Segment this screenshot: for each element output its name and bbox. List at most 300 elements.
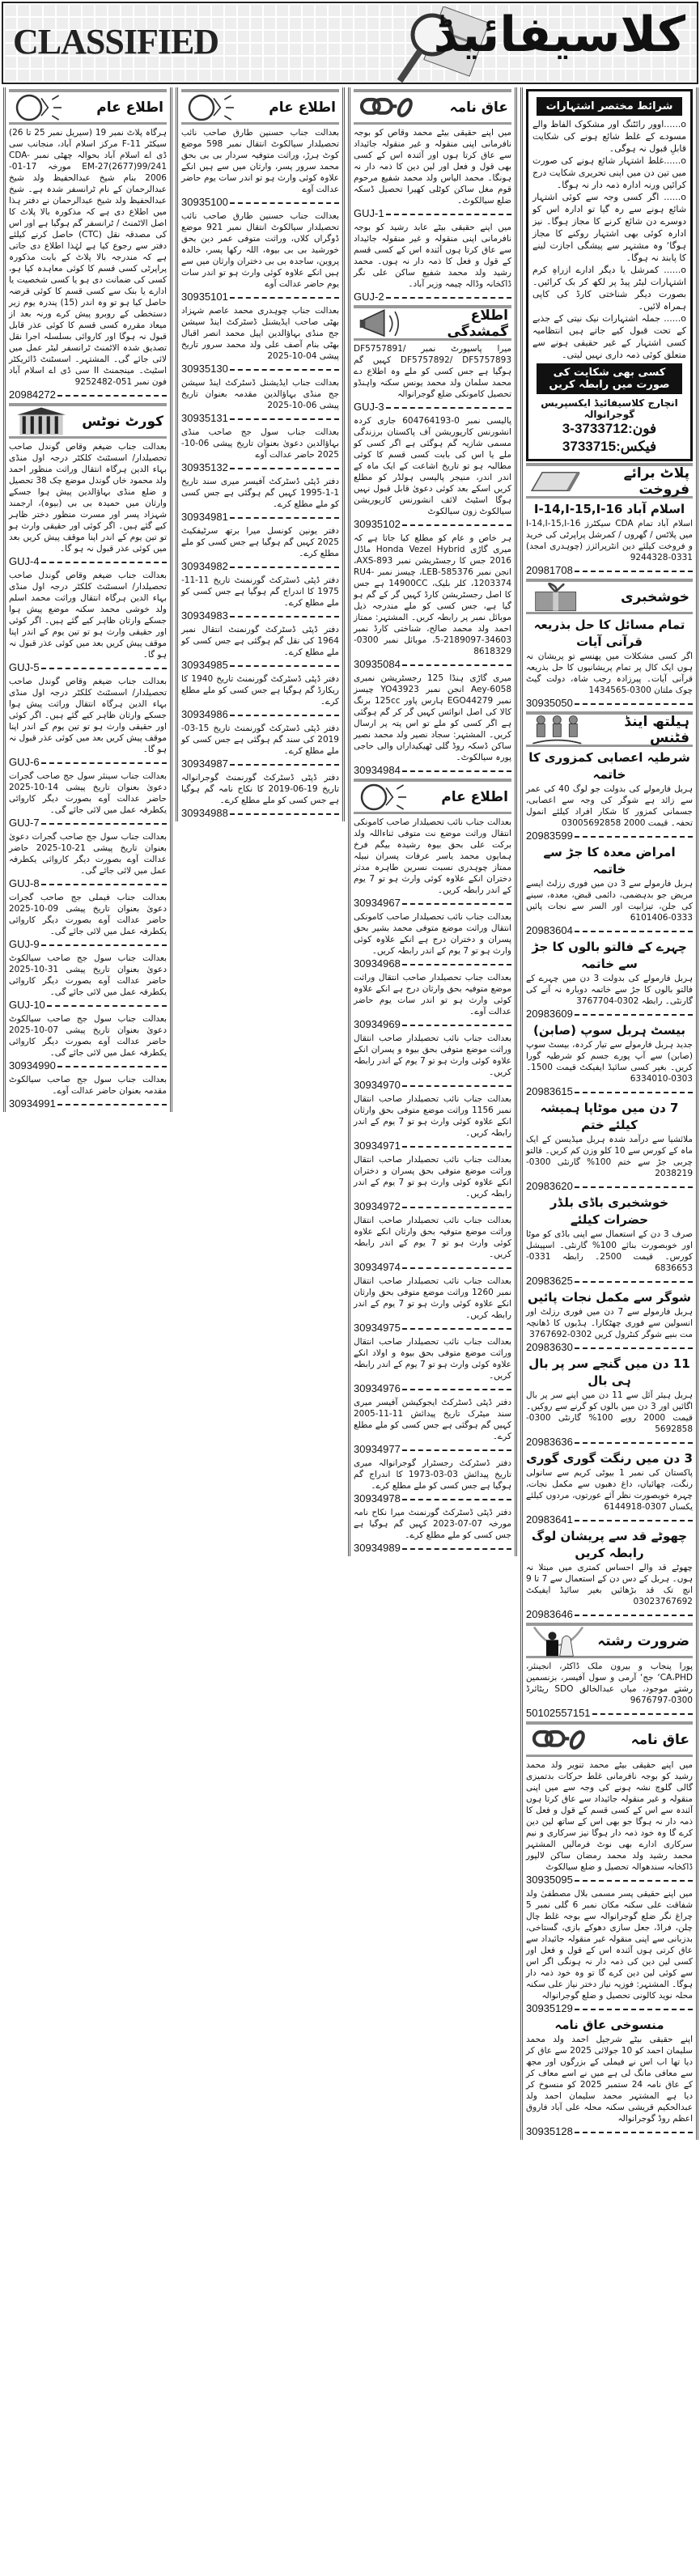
dashed-separator: [575, 1085, 693, 1093]
dashed-separator: [230, 807, 339, 815]
ad-headline: بیسٹ ہربل سوپ (صابن): [533, 1023, 685, 1038]
ad-reference: [9, 756, 167, 768]
ad-reference: [354, 1492, 511, 1504]
ad-reference: [526, 1085, 693, 1097]
ad-reference-number: GUJ-6: [9, 756, 40, 768]
phone-number: فون:3733712-3: [562, 421, 657, 436]
terms-item: o......اوور رائٹنگ اور مشکوک الفاظ والے مسودے کے غلط شائع ہونے کی شکایت قابلِ قبول نہ ہوگی۔: [532, 119, 686, 154]
ad-headline: 7 دن میں موٹاپا ہمیشہ کیلئے ختم: [540, 1101, 679, 1132]
ad-body: میں اپنے حقیقی بیٹے عابد رشید کو بوجہ نافرمانی اپنی منقولہ و غیر منقولہ جائیداد سے عاق کرتا ہوں آئندہ اس کے کسی قسم کے قول و فعل کا ذمہ دار نہ ہوں۔ محمد رشید ولد محمد شفیع ساکن علی نگر ڈاکخانہ وڈالہ چیمہ وزیر آباد۔: [354, 223, 511, 289]
ad-reference-number: 30934989: [354, 1542, 401, 1554]
ad-body: بعدالت جناب سینئر سول جج صاحب گجرات دعویٰ بعنوان تاریخ پیشی 14-10-2025 حاضر عدالت آوے بصورت دیگر کاروائی یکطرفہ عمل میں لائی جائے گی۔: [9, 771, 167, 815]
dashed-separator: [47, 999, 167, 1007]
classified-ad: [354, 673, 511, 776]
ad-reference-number: GUJ-1: [354, 207, 384, 219]
dashed-separator: [230, 461, 339, 469]
classified-ad: [526, 939, 693, 1020]
ad-reference: [181, 461, 339, 473]
dashed-separator: [575, 1874, 693, 1882]
dashed-separator: [230, 363, 339, 371]
ad-reference: [354, 518, 511, 530]
classified-ad: [354, 343, 511, 413]
ad-body: بعدالت جناب چوہدری محمد عاصم شہزاد بھٹی صاحب ایڈیشنل ڈسٹرکٹ اینڈ سیشن جج منڈی بہاؤالدین اپیل محمد انصر اقبال بھٹی بنام آصف علی ولد محمد سرور تاریخ پیشی 04-10-2025: [181, 306, 339, 361]
dashed-separator: [230, 511, 339, 519]
ad-reference: [526, 1180, 693, 1192]
ad-body: بعدالت جناب سول جج صاحب گجرات دعویٰ بعنوان تاریخ پیشی 21-10-2025 حاضر عدالت آوے بصورت دیگر کاروائی یکطرفہ عمل میں لائی جائے گی۔: [9, 832, 167, 876]
ad-body: جدید ہربل فارمولے سے تیار کردہ، بیسٹ سوپ (صابن) سے آپ پورے جسم کو شرطیہ گورا کریں۔ بغیر کسی سائیڈ ایفیکٹ قیمت 1500۔ 0303-6334010: [526, 1040, 693, 1084]
dashed-separator: [230, 291, 339, 299]
dashed-separator: [402, 1079, 511, 1087]
ad-reference-number: 30934977: [354, 1443, 401, 1455]
ad-reference-number: 30934981: [181, 511, 228, 523]
ad-body: دفتر ڈپٹی ڈسٹرکٹ ایجوکیشن آفیسر میری سند میٹرک تاریخ پیدائش 11-11-2005 کہیں گم ہوگئی ہے جس کسی کو ملے مطلع کرے۔: [354, 1398, 511, 1441]
ad-reference-number: GUJ-9: [9, 938, 40, 950]
ad-reference: [9, 555, 167, 567]
ad-reference-number: 30934982: [181, 560, 228, 572]
terms-item: o......غلط اشتہار شائع ہونے کی صورت میں تین دن میں اپنی تحریری شکایت درج کرائیں ورنہ ادارہ ذمہ دار نہ ہوگا۔: [532, 155, 686, 190]
classified-ad: [526, 844, 693, 936]
chain-icon: [529, 1724, 588, 1756]
ad-reference-number: GUJ-7: [9, 817, 40, 829]
ad-body: بعدالت جناب سول جج صاحب سیالکوٹ مقدمہ بعنوان حاضر عدالت آوے۔: [9, 1075, 167, 1096]
classified-ad: [9, 1013, 167, 1072]
ad-reference-number: 30934968: [354, 957, 401, 970]
ad-headline: شرطیہ اعصابی کمزوری کا خاتمہ: [528, 750, 690, 782]
ad-reference-number: 20983646: [526, 1608, 573, 1620]
ad-reference: [9, 1097, 167, 1110]
title-urdu: کلاسیفائیڈ: [433, 6, 685, 63]
ad-reference: [526, 2125, 693, 2137]
section-header: [354, 89, 511, 125]
terms-box: [526, 89, 693, 461]
dashed-separator: [575, 1608, 693, 1616]
classified-ad: [354, 817, 511, 909]
ad-reference: [526, 697, 693, 709]
classified-ad: [354, 222, 511, 303]
classified-ad: [181, 377, 339, 424]
classified-ad: [181, 575, 339, 622]
dashed-separator: [386, 401, 511, 409]
classified-ad: [181, 427, 339, 473]
section-header: [526, 711, 693, 747]
ad-reference-number: 30934975: [354, 1322, 401, 1334]
classified-ad: [354, 1336, 511, 1394]
ad-reference-number: 50102557151: [526, 1707, 591, 1719]
classified-ad: [354, 1275, 511, 1334]
title-english: CLASSIFIED: [13, 22, 219, 62]
classified-ad: [181, 127, 339, 208]
ad-reference-number: 30935128: [526, 2125, 573, 2137]
classified-ad: [354, 1215, 511, 1273]
ad-reference: [354, 1200, 511, 1212]
section-header: [181, 89, 339, 125]
ad-reference-number: 30934986: [181, 708, 228, 720]
dashed-separator: [575, 1436, 693, 1444]
dashed-separator: [402, 1261, 511, 1269]
ad-body: بعدالت جناب نائب تحصیلدار صاحب انتقال نمبر 1260 وراثت موضع متوفی بحق وارثان انکے علاوہ کوئی وارث ہو تو 7 یوم کے اندر رابطہ کریں۔: [354, 1276, 512, 1320]
dashed-separator: [230, 708, 339, 716]
dashed-separator: [575, 830, 693, 838]
ad-reference: [181, 758, 339, 770]
section-title: ہیلتھ اینڈ فٹنس: [624, 714, 689, 746]
classified-ad: [181, 525, 339, 572]
section-header: [354, 779, 511, 814]
ad-reference: [354, 401, 511, 413]
classified-ad: [9, 127, 167, 401]
ad-reference-number: 30934967: [354, 897, 401, 909]
dashed-separator: [592, 1707, 693, 1715]
ad-reference: [181, 363, 339, 375]
ad-reference: [354, 897, 511, 909]
ad-body: بعدالت جناب سول جج صاحب سیالکوٹ دعویٰ بعنوان تاریخ پیشی 31-10-2025 حاضر عدالت آوے بصورت دیگر کاروائی یکطرفہ عمل میں لائی جائے گی۔: [9, 953, 167, 997]
ad-body: بعدالت جناب نائب تحصیلدار صاحب انتقال وراثت موضع متوفیہ بحق وارثان انکے علاوہ کوئی وارث ہو تو 7 یوم کے اندر رابطہ کریں۔: [354, 1216, 511, 1259]
ad-body: بعدالت جناب حسنین طارق صاحب نائب تحصیلدار سیالکوٹ انتقال نمبر 921 موضع ڈوگراں کلاں، وراثت متوفی عمر دین بحق خورشید بی بی بیوہ، اللہ رکھا پسر، خالدہ پروین، ساجدہ بی بی دختران وارثان میں سے ہیں انکے علاوہ کوئی وارث ہو تو اندر سات یوم حاضر عدالت آوے: [181, 211, 340, 289]
column-3: [348, 87, 517, 1556]
ad-reference: [526, 1874, 693, 1886]
classified-ad: [9, 892, 167, 950]
ad-reference: [354, 1079, 511, 1091]
ad-body: بعدالت جناب سول جج صاحب سیالکوٹ دعویٰ بعنوان تاریخ پیشی 07-10-2025 حاضر عدالت آوے بصورت دیگر کاروائی یکطرفہ عمل میں لائی جائے گی۔: [9, 1014, 167, 1058]
ad-reference-number: GUJ-3: [354, 401, 384, 413]
ad-reference: [354, 1139, 511, 1152]
classified-ad: [526, 1289, 693, 1353]
ad-reference: [181, 511, 339, 523]
dashed-separator: [575, 2002, 693, 2010]
classified-ad: [354, 533, 511, 670]
complaint-banner: کسی بھی شکایت کی صورت میں رابطہ کریں: [537, 363, 682, 394]
section-header: [9, 403, 167, 439]
dashed-separator: [41, 661, 167, 669]
ad-body: ہربل فارمولے سے 7 دن میں فوری رزلٹ اور انسولین سے فوری چھٹکارا۔ ہڈیوں کا ڈھانچہ مت بنیے شوگر کنٹرول کریں 0302-3767692: [526, 1307, 693, 1339]
dashed-separator: [41, 756, 167, 764]
section-header: [526, 1721, 693, 1757]
ad-body: بعدالت جناب نائب تحصیلدار صاحب انتقال وراثت موضع متوفی بحق بیوہ و اولاد انکے علاوہ کوئی وارث ہو تو 7 یوم کے اندر رابطہ کریں۔: [354, 1337, 511, 1381]
ad-body: اسلام آباد تمام CDA سیکٹرز I-14,I-15,I-16 میں پلاٹس / گھروں / کمرشل پراپرٹی کی خرید و فروخت کیلئے دین انٹرپرائزز (چوہدری امجد) 0331-9244328: [526, 519, 693, 562]
classified-ad: [9, 1074, 167, 1110]
ad-reference-number: 20983620: [526, 1180, 573, 1192]
ad-reference-number: 20983625: [526, 1275, 573, 1287]
classified-ad: [354, 1397, 511, 1455]
ad-reference-number: GUJ-2: [354, 291, 384, 303]
ad-body: دفتر ڈپٹی ڈسٹرکٹ گورنمنٹ تاریخ 15-03-2019 کی سند گم ہوگئی ہے جس کسی کو ملے مطلع کرے۔: [181, 724, 339, 756]
ad-reference: [354, 658, 511, 670]
ad-body: میں اپنے حقیقی پسر مسمی بلال مصطفیٰ ولد شفاقت علی سکنہ مکان نمبر 6 گلی نمبر 5 چراغ نگر ضلع گوجرانوالہ سے بوجہ غلط چال چلن، فراڈ، جعل سازی دھوکے بازی، گستاخی، بدزبانی سے اپنی منقولہ غیر منقولہ جائیداد سے عاق کرتی ہوں آئندہ اس کے قول و فعل اور کسی لین دین کی ذمہ دار نہ ہونگی اگر اس سے کوئی لین دین کرے گا تو وہ خود ذمہ دار ہوگا۔ المشتہر: فوزیہ نیاز دختر نیاز علی سکنہ محلہ نوید کالونی تحصیل و ضلع گوجرانوالہ: [526, 1889, 693, 2001]
ad-reference: [526, 1008, 693, 1020]
ad-reference-number: 30935095: [526, 1874, 573, 1886]
classified-ad: [354, 1093, 511, 1152]
ad-reference: [354, 1382, 511, 1394]
ad-body: بعدالت جناب نائب تحصیلدار صاحب کامونکی انتقال وراثت موضع متوفی محمد بشیر بحق پسران و دختران درج ہے انکے علاوہ کوئی وارث ہو تو 7 یوم کے اندر رابطہ کریں۔: [354, 912, 511, 956]
ad-body: ہربل فارمولے کی بدولت 3 دن میں چہرے کے فالتو بالوں کا جڑ سے خاتمہ دوبارہ نہ آنے کی گارنٹی۔ رابطہ 0302-3767704: [526, 974, 694, 1006]
ad-body: بعدالت جناب نائب تحصیلدار صاحب انتقال نمبر 1156 وراثت موضع متوفی بحق وارثان انکے علاوہ کوئی وارث ہو تو 7 یوم کے اندر رابطہ کریں۔: [354, 1094, 512, 1138]
classified-ad: [354, 415, 511, 530]
dashed-separator: [402, 764, 511, 772]
dashed-separator: [402, 1542, 511, 1550]
ad-reference: [526, 1341, 693, 1353]
ad-reference-number: 20983604: [526, 924, 573, 936]
ad-reference: [9, 1059, 167, 1072]
dashed-separator: [41, 555, 167, 563]
ad-headline: چھوٹے قد سے پریشان لوگ رابطہ کریں: [531, 1529, 688, 1560]
ad-reference: [354, 291, 511, 303]
section-title: پلاٹ برائے فروخت: [623, 465, 689, 498]
column-4: [520, 87, 698, 2140]
ad-reference-number: 30935129: [526, 2002, 573, 2014]
fax-number: فیکس:3733715: [562, 439, 657, 454]
ad-body: میری گاڑی ہنڈا 125 رجسٹریشن نمبری Aey-6058 انجن نمبر YO43923 چیسز نمبر EGO44279 ہارس پاور 125cc برنگ کالا کی اصل انوائس کہیں گر کر گم ہوگئی ہے اگر کسی کو ملے تو اس پتہ پر ارسال کریں۔ المشتہر: سجاد نصیر ولد محمد نصیر ساکن ڈسکہ روڈ گلی ٹھیکیداراں والی حاجی پورہ سیالکوٹ۔: [354, 673, 512, 762]
classified-ad: [9, 570, 167, 673]
classified-ad: [526, 1195, 693, 1287]
ad-headline: اسلام آباد I-14,I-15,I-16: [533, 502, 685, 516]
dashed-separator: [402, 1492, 511, 1500]
section-title: اطلاع عام: [441, 788, 508, 805]
ad-reference-number: 30935101: [181, 291, 228, 303]
ad-reference: [354, 1542, 511, 1554]
terms-title: شرائط مختصر اشتہارات: [537, 97, 682, 116]
dashed-separator: [386, 207, 511, 215]
dashed-separator: [575, 564, 693, 572]
section-header: [526, 579, 693, 614]
ad-body: ہربل ہیئر آئل سے 11 دن میں اپنے سر پر بال اگائیں اور 3 دن میں بالوں کو گرنے سے روکیں۔ قیمت 2000 روپے 100% گارنٹی 0300-5692858: [526, 1390, 693, 1434]
section-header: [354, 305, 511, 341]
ad-reference-number: 30934991: [9, 1097, 56, 1110]
classified-ad: [9, 953, 167, 1011]
dashed-separator: [402, 1443, 511, 1451]
dashed-separator: [230, 560, 339, 568]
ad-body: میرا پاسپورٹ نمبر DF5757891/ DF5757892/ DF5757893 کہیں گم ہوگیا ہے جس کسی کو ملے وہ اطلاع دے محمد سلمان ولد محمد یونس سکنہ واہنڈو تحصیل کامونکی ضلع گوجرانوالہ: [354, 344, 511, 399]
section-title: عاق نامہ: [630, 1732, 689, 1748]
dashed-separator: [575, 1275, 693, 1283]
dashed-separator: [402, 658, 511, 666]
ad-body: ہربل فارمولے کی بدولت جو لوگ 40 کی عمر سے زائد ہے شوگر کی وجہ سے اعصابی، جسمانی کمزور کا شکار افراد کیلئے انمول تحفہ۔ قیمت 2000 03005692858: [526, 784, 693, 828]
speak-icon: [185, 91, 243, 124]
ad-reference: [354, 957, 511, 970]
ad-body: بعدالت جناب حسنین طارق صاحب نائب تحصیلدار سیالکوٹ انتقال نمبر 598 موضع کوٹ ہرڑ، وراثت متوفیہ سردار بی بی بحق محمد سرور پسر، وارثان میں سے ہیں انکے علاوہ کوئی وارث ہو تو اندر سات یوم حاضر عدالت آوے: [181, 128, 340, 194]
dashed-separator: [57, 388, 167, 397]
ad-reference: [181, 659, 339, 671]
ad-reference: [526, 564, 693, 576]
dashed-separator: [57, 1097, 167, 1106]
classified-ad: [9, 676, 167, 768]
ad-reference: [526, 924, 693, 936]
classified-ad: [181, 305, 339, 375]
ad-reference-number: 20983630: [526, 1341, 573, 1353]
ad-reference-number: 30934988: [181, 807, 228, 819]
classified-ad: [354, 972, 511, 1030]
ad-headline: تمام مسائل کا حل بذریعہ قرآنی آیات: [533, 617, 685, 649]
dashed-separator: [402, 957, 511, 965]
ad-headline: امراض معدہ کا جڑ سے خاتمہ: [543, 845, 676, 876]
ad-reference: [9, 388, 167, 401]
ad-reference-number: 30934974: [354, 1261, 401, 1273]
classified-ad: [354, 1507, 511, 1554]
ad-body: پاکستان کی نمبر 1 بیوٹی کریم سے سانولی رنگت، چھائیاں، داغ دھبوں سے مکمل نجات، چہرہ خوبصورت نظر آئے عورتوں، مردوں کیلئے یکساں 0307-6144918: [526, 1468, 693, 1512]
incharge-label: انچارج کلاسیفائیڈ ایکسپریس گوجرانوالہ: [541, 397, 678, 420]
ad-body: دفتر ڈپٹی ڈسٹرکٹ گورنمنٹ انتقال نمبر 1964 کی نقل گم ہوگئی ہے جس کسی کو ملے مطلع کرے۔: [181, 625, 339, 657]
classified-ad: [181, 772, 339, 819]
couple-icon: [529, 1625, 588, 1657]
court-icon: [12, 405, 70, 438]
classified-ad: [354, 1033, 511, 1091]
ad-reference-number: 30934970: [354, 1079, 401, 1091]
ad-reference-number: GUJ-5: [9, 661, 40, 673]
ad-reference: [354, 764, 511, 776]
ad-reference-number: 20983609: [526, 1008, 573, 1020]
ad-reference-number: 30934984: [354, 764, 401, 776]
section-title: عاق نامہ: [449, 100, 508, 116]
ad-headline: چہرے کے فالتو بالوں کا جڑ سے خاتمہ: [532, 940, 687, 971]
classified-ad: [354, 1458, 511, 1504]
column-2: [176, 87, 345, 821]
ad-body: بعدالت جناب سول جج صاحب منڈی بہاؤالدین دعویٰ بعنوان تاریخ پیشی 06-10-2025 حاضر عدالت آوے: [181, 427, 339, 460]
dashed-separator: [402, 1382, 511, 1390]
ad-body: دفتر ڈپٹی ڈسٹرکٹ گورنمنٹ تاریخ 11-11-1975 کا اندراج گم ہوگیا ہے جس کسی کو ملے مطلع کرے۔: [181, 575, 339, 608]
ad-body: چھوٹے قد والے احساس کمتری میں مبتلا نہ ہوں۔ ہربل کے دس دن کے استعمال سے 7 تا 9 انچ تک قد بڑھائیں بغیر سائیڈ ایفیکٹ 03023767692: [526, 1563, 694, 1606]
classified-ad: [526, 749, 693, 842]
ad-body: بعدالت جناب ضیغم وقاص گوندل صاحب تحصیلدار/ اسسٹنٹ کلکٹر درجہ اول منڈی بہاء الدین ہرگاہ انتقال وراثت محمد اسلم ولد خوشی محمد سکنہ موضع پیش ہوا جسکے وارثان ظاہر کیے گئے ہیں۔ اگر کوئی اور حقیقی وارث ہو تو تین یوم کے اندر اپنا موقف پیش کریں بعد میں کوئی عذر قبول نہ ہو گا۔: [9, 571, 167, 660]
ad-reference-number: 30934985: [181, 659, 228, 671]
terms-item: o...... جملہ اشتہارات نیک نیتی کے جذبے کے تحت قبول کیے جاتے ہیں انتظامیہ کسی اشتہار کے غیر حقیقی ہونے سے متعلق کوئی ذمہ داری نہیں لیتی۔: [532, 313, 686, 360]
ad-reference-number: 30934976: [354, 1382, 401, 1394]
classified-ad: [526, 1661, 693, 1719]
classified-ad: [526, 1759, 693, 1886]
dashed-separator: [230, 659, 339, 667]
classified-ad: [9, 441, 167, 567]
ad-reference: [354, 1322, 511, 1334]
ad-body: دفتر یونین کونسل میرا برتھ سرٹیفکیٹ 2025 کہیں گم ہوگیا ہے جس کسی کو ملے مطلع کرے۔: [181, 526, 339, 558]
classified-ad: [526, 1888, 693, 2014]
dashed-separator: [402, 1018, 511, 1026]
ad-reference: [526, 1707, 693, 1719]
ad-reference-number: 30935050: [526, 697, 573, 709]
ad-body: اگر کسی مشکلات میں پھنسے تو پریشان نہ ہوں ایک کال پر تمام پریشانیوں کا حل بذریعہ قرآنی آیات۔ پیرزادہ رجب شاہ، دولت گیٹ چوک ملتان 0300-1434565: [526, 651, 693, 695]
fitness-icon: [529, 714, 585, 746]
dashed-separator: [575, 1513, 693, 1521]
classified-ad: [526, 501, 693, 576]
ad-body: دفتر ڈپٹی ڈسٹرکٹ گورنمنٹ گوجرانوالہ تاریخ 19-06-2019 کا نکاح نامہ گم ہوگیا ہے جس کسی کو ملے مطلع کرے۔: [181, 773, 339, 805]
section-header: [526, 1623, 693, 1658]
chain-icon: [357, 91, 415, 124]
ad-body: دفتر ڈپٹی ڈسٹرکٹ گورنمنٹ میرا نکاح نامہ مورخہ 07-07-2023 کہیں گم ہوگیا ہے جس کسی کو ملے مطلع کرے۔: [354, 1508, 511, 1540]
ad-reference: [181, 196, 339, 208]
classified-ad: [181, 723, 339, 770]
ad-reference-number: 30935100: [181, 196, 228, 208]
ad-reference: [526, 1275, 693, 1287]
ad-reference: [181, 291, 339, 303]
ad-reference: [181, 807, 339, 819]
ad-reference-number: 20981708: [526, 564, 573, 576]
dashed-separator: [402, 1200, 511, 1208]
dashed-separator: [575, 2125, 693, 2133]
ad-body: اپنے حقیقی بیٹے شرجیل احمد ولد محمد سلیمان احمد کو 10 جولائی 2025 سے عاق کر دیا تھا اب اس نے فیملی کے بزرگوں اور مجھ سے معافی مانگ لی ہے میں نے اسے معاف کر کے عاق نامہ 24 ستمبر 2025 کو منسوخ کر دیا ہے المشتہر محمد سلیمان احمد ولد عبدالحکیم قریشی سکنہ محلہ علی آباد فاروق اعظم روڈ گوجرانوالہ: [526, 2035, 693, 2124]
classified-ad: [526, 1450, 693, 1526]
dashed-separator: [402, 897, 511, 905]
ad-reference-number: 30934978: [354, 1492, 401, 1504]
ad-reference: [9, 877, 167, 889]
classified-ad: [526, 2017, 693, 2137]
ad-reference: [526, 830, 693, 842]
section-title: کورٹ نوٹس: [82, 413, 163, 430]
ad-reference-number: 30934987: [181, 758, 228, 770]
ad-reference-number: GUJ-4: [9, 555, 40, 567]
classified-ad: [526, 1022, 693, 1097]
classified-ad: [526, 1100, 693, 1192]
ad-headline: 11 دن میں گنجے سر پر بال ہی بال: [528, 1356, 690, 1388]
ad-reference-number: 30935131: [181, 412, 228, 424]
dashed-separator: [230, 758, 339, 766]
masthead: [2, 2, 698, 84]
ad-body: پالیسی نمبر 0-604764193 جاری کردہ انشورنس کارپوریشن آف پاکستان برزندگی مسمی شازیہ گم ہوگئی ہے اگر کسی کو ملے یا اس کی بابت کسی قسم کا کوئی مطالبہ ہو تو تاریخ اشاعت کے ایک ماہ کے اندر اندر، منیجر پالیسی ہولڈر کو مطلع کریں اسکے بعد کوئی دعویٰ قابل قبول نہیں ہوگا اسٹیٹ لائف انشورنس کارپوریشن سیالکوٹ زون سیالکوٹ: [354, 416, 511, 516]
section-header: [526, 463, 693, 499]
speak-icon: [357, 781, 415, 813]
ad-reference: [354, 207, 511, 219]
ad-reference: [526, 1608, 693, 1620]
dashed-separator: [575, 1341, 693, 1349]
ad-body: میں اپنے حقیقی بیٹے محمد تنویر ولد محمد رشید کو بوجہ نافرمانی غلط حرکات بدتمیزی گالی گلوچ نشہ ہونے کی وجہ سے میں اپنی منقولہ و غیر منقولہ جائیداد سے عاق کرتا ہوں آئندہ سے اس کے کسی قسم کے قول و فعل کا ذمہ دار نہ ہوگا جو بھی اس کے ساتھ لین دین کرے گا وہ خود ذمہ دار ہوگا نیز سرکاری و نیم سرکاری ادارے بھی نوٹ فرمالیں المشتہر محمد رشید ولد محمد رمضان ساکن لالپور ڈاکخانہ سندھوالہ تحصیل و ضلع سیالکوٹ: [526, 1760, 693, 1872]
ad-body: بعدالت جناب ضیغم وقاص گوندل صاحب تحصیلدار/ اسسٹنٹ کلکٹر درجہ اول منڈی بہاء الدین ہرگاہ انتقال وراثت منظور احمد ولد محمود خاں گوندل موضع چک 38 تحصیل و ضلع منڈی بہاؤالدین پیش ہوا جسکے وارثان میں حمیدہ بی بی (بیوہ)، ارجمند شہزاد پسر اور مسرت منظور دختر ظاہر کیے گئے ہیں۔ اگر کوئی اور حقیقی وارث ہو تو تین یوم کے اندر اپنا موقف پیش کریں بعد میں کوئی عذر قبول نہ ہو گا۔: [9, 442, 167, 554]
classified-ad: [354, 911, 511, 970]
ad-reference-number: 30934990: [9, 1059, 56, 1072]
gift-icon: [529, 581, 588, 613]
ad-body: بعدالت جناب نائب تحصیلدار صاحب کامونکی انتقال وراثت موضع نت متوفی ثناءاللہ ولد برکت علی بحق بیوہ رشیدہ بیگم فرخ ہمایوں محمد یاسر عرفات پسران نبیلہ ممتاز چوہدری نسبت نسرین طاہرہ مدثر دختران انکے علاوہ کوئی وارث ہو تو 7 یوم کے اندر رابطہ کریں۔: [354, 817, 511, 895]
ad-headline: منسوخی عاق نامہ: [554, 2018, 664, 2032]
dashed-separator: [230, 609, 339, 617]
classified-ad: [9, 770, 167, 829]
dashed-separator: [230, 196, 339, 204]
ad-reference-number: GUJ-8: [9, 877, 40, 889]
classified-ad: [526, 1528, 693, 1620]
section-title: اطلاع عام: [96, 99, 163, 116]
ad-body: بعدالت جناب نائب تحصیلدار صاحب انتقال وراثت موضع متوفی بحق بیوہ و پسران انکے علاوہ کوئی وارث ہو تو 7 یوم کے اندر رابطہ کریں۔: [354, 1033, 511, 1077]
ad-reference-number: 30934969: [354, 1018, 401, 1030]
ad-reference: [181, 560, 339, 572]
dashed-separator: [41, 938, 167, 946]
dashed-separator: [402, 1322, 511, 1330]
dashed-separator: [575, 924, 693, 932]
classified-ad: [181, 210, 339, 303]
dashed-separator: [57, 1059, 167, 1067]
ad-reference: [526, 1436, 693, 1448]
ad-reference: [181, 708, 339, 720]
ad-body: بعدالت جناب فیملی جج صاحب گجرات دعویٰ بعنوان تاریخ پیشی 09-10-2025 حاضر عدالت آوے بصورت دیگر کاروائی یکطرفہ عمل میں لائی جائے گی۔: [9, 893, 167, 936]
dashed-separator: [386, 291, 511, 299]
ad-reference: [181, 609, 339, 622]
megaphone-icon: [357, 308, 411, 340]
ad-reference-number: 30934971: [354, 1139, 401, 1152]
ad-reference-number: 20983615: [526, 1085, 573, 1097]
dashed-separator: [41, 877, 167, 885]
section-title: اطلاع گمشدگی: [447, 307, 508, 340]
ad-body: بعدالت جناب نائب تحصیلدار صاحب انتقال وراثت موضع متوفی بحق پسران و دختران انکے علاوہ کوئی وارث ہو تو 7 یوم کے اندر رابطہ کریں۔: [354, 1155, 511, 1199]
ad-body: ملائشیا سے درآمد شدہ ہربل میڈیسن کے ایک ماہ کے کورس سے 10 کلو وزن کم کریں۔ فالتو چربی جڑ سے ختم 100% گارنٹی 0300-2038219: [526, 1135, 694, 1178]
dashed-separator: [41, 817, 167, 825]
ad-reference-number: 30934983: [181, 609, 228, 622]
ad-body: صرف 3 دن کے استعمال سے اپنی باڈی کو موٹا اور خوبصورت بنائے 100% گارنٹی۔ اسپیشل کورس۔ قیمت 2500۔ رابطہ 0331-6836653: [526, 1229, 693, 1273]
ad-body: بعدالت جناب تحصیلدار صاحب انتقال وراثت موضع متوفیہ بحق وارثان درج ہے انکے علاوہ کوئی وارث ہو تو اندر سات یوم حاضر عدالت آوے۔: [354, 973, 511, 1016]
ad-reference-number: GUJ-10: [9, 999, 45, 1011]
column-1: [3, 87, 172, 1112]
dashed-separator: [575, 1008, 693, 1016]
ad-body: پورا پنجاب و بیرون ملک ڈاکٹر، انجینئر، CA،PHD‘ جج‘ آرمی و سول آفیسر، بزنسمین رشتے موجود، میاں عبدالخالق SDO ریٹائرڈ 0300-9676797: [526, 1661, 694, 1705]
terms-item: o...... کمرشل یا دیگر ادارے ازراہِ کرم اشتہارات لیٹر پیڈ پر لکھ کر بک کرائیں۔ بصورت دیگر شناختی کارڈ کی کاپی ہمراہ لائیں۔: [532, 265, 686, 312]
dashed-separator: [575, 697, 693, 705]
ad-reference-number: 30935102: [354, 518, 401, 530]
ad-headline: 3 دن میں رنگت گوری گوری: [526, 1451, 693, 1466]
ad-reference-number: 30935130: [181, 363, 228, 375]
ad-body: ہر خاص و عام کو مطلع کیا جاتا ہے کہ میری گاڑی Honda Vezel Hybrid ماڈل 2016 جس کا رجسٹریشن نمبر AXS-893، انجن نمبر LEB-585376، چیسز نمبر RU4-1203374، کلر بلیک، 14900CC ہے جس کا اصل رجسٹریشن کارڈ کہیں گر کے گم ہو گیا ہے، جس کسی کو ملے مندرجہ ذیل موبائل نمبر پر رابطہ کریں۔ المشتہر: ممتاز احمد ولد محمد صالح، شناختی کارڈ نمبر 34603-2189097-5، موبائل نمبر 0300-8618329: [354, 533, 512, 656]
ad-reference: [9, 999, 167, 1011]
ad-reference: [181, 412, 339, 424]
